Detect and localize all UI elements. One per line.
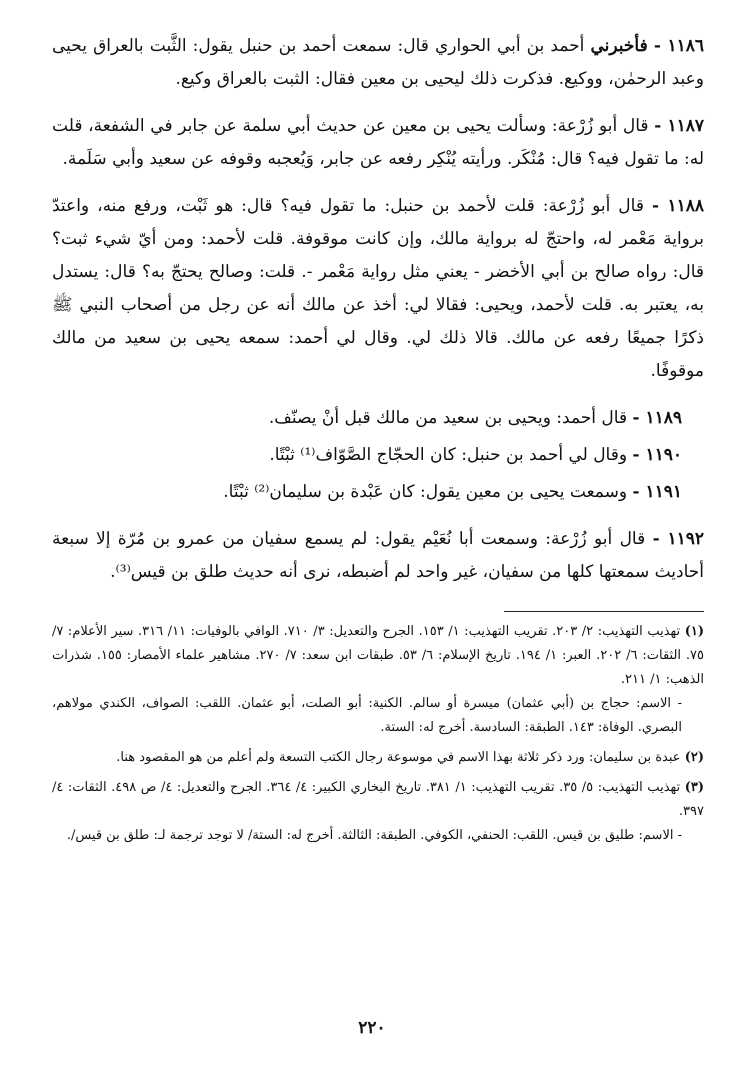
- entry-1186: [52, 30, 704, 96]
- entry-1188: [52, 190, 704, 388]
- entry-number: ١١٨٦ -: [653, 36, 705, 56]
- entry-number: ١١٩١ -: [632, 482, 682, 502]
- entry-text: وقال لي أحمد بن حنبل: كان الحجّاج الصَّوّاف⁽¹⁾ ثبْتًا.: [269, 445, 628, 465]
- footnote-divider: [504, 611, 704, 612]
- entry-lead-word: فأخبرني: [590, 36, 648, 56]
- footnote-mark: (٣): [684, 780, 704, 795]
- entry-number: ١١٩٠ -: [632, 445, 682, 465]
- entry-1189: [52, 402, 704, 435]
- entry-text: قال أحمد: ويحيى بن سعيد من مالك قبل أنْ يصنّف.: [268, 408, 628, 428]
- page-number: ٢٢٠: [358, 1018, 386, 1038]
- footnote-name-info: - الاسم: حجاج بن (أبي عثمان) ميسرة أو سالم. الكنية: أبو الصلت، أبو عثمان. اللقب: الصواف، الكندي مولاهم، البصري. الوفاة: ١٤٣. الطبقة: السادسة. أخرج له: الستة.: [52, 696, 682, 735]
- entry-number: ١١٨٨ -: [651, 196, 704, 216]
- entry-number: ١١٨٩ -: [632, 408, 682, 428]
- entry-text: وسمعت يحيى بن معين يقول: كان عَبْدة بن سليمان⁽²⁾ ثبْتًا.: [223, 482, 628, 502]
- entry-1187: [52, 110, 704, 176]
- entry-1192: [52, 523, 704, 589]
- entry-1191: [52, 476, 704, 509]
- footnote-2: [52, 746, 704, 770]
- entry-text: أحمد بن أبي الحواري قال: سمعت أحمد بن حنبل يقول: الثَّبت بالعراق يحيى وعبد الرحمٰن، ووكيع. فذكرت ذلك ليحيى بن معين فقال: الثبت بالعراق وكيع.: [52, 36, 704, 89]
- main-text: [52, 30, 704, 589]
- entry-text: قال أبو زُرْعة: وسمعت أبا نُعَيْم يقول: لم يسمع سفيان من عمرو بن مُرّة إلا سبعة أحاديث سمعتها كلها من سفيان، غير واحد لم أضبطه، نرى أنه حديث طلق بن قيس⁽³⁾.: [52, 529, 704, 582]
- entry-1190: [52, 439, 704, 472]
- entry-text: قال أبو زُرْعة: قلت لأحمد بن حنبل: ما تقول فيه؟ قال: هو ثَبْت، ورفع منه، واعتدّ برواية مَعْمر له، واحتجّ له برواية مالك، وإن كانت موقوفة. قلت لأحمد: ومن أيّ شيء ثبت؟ قال: رواه صالح بن أبي الأخضر - يعني مثل رواية مَعْمر -. قلت: وصالح يحتجّ به؟ قال: يستدل به، يعتبر به. قلت لأحمد، ويحيى: فقالا لي: أخذ عن مالك أنه عن رجل من أصحاب النبي ﷺ ذكرًا جميعًا رفعه عن مالك. قالا ذلك لي. وقال لي أحمد: سمعه يحيى بن سعيد من مالك موقوفًا.: [52, 196, 704, 381]
- footnote-mark: (١): [684, 624, 705, 639]
- footnotes: [52, 620, 704, 848]
- footnote-main: [52, 746, 704, 770]
- footnote-sources: تهذيب التهذيب: ٢/ ٢٠٣. تقريب التهذيب: ١/ ١٥٣. الجرح والتعديل: ٣/ ٧١٠. الوافي بالوفيات: ١١/ ٣١٦. سير الأعلام: ٧/ ٧٥. الثقات: ٦/ ٢٠٢. العبر: ١/ ١٩٤. تاريخ الإسلام: ٦/ ٥٣. طبقات ابن سعد: ٧/ ٢٧٠. مشاهير علماء الأمصار: ١٥٥. شذرات الذهب: ١/ ٢١١.: [52, 624, 704, 687]
- footnote-main: [52, 776, 704, 824]
- entry-text: قال أبو زُرْعة: وسألت يحيى بن معين عن حديث أبي سلمة عن جابر في الشفعة، قلت له: ما تقول فيه؟ قال: مُنْكَر. ورأيته يُنْكِر رفعه عن جابر، وَيُعجبه وقوفه عن سعيد وأبي سَلَمة.: [52, 116, 704, 169]
- footnote-1: [52, 620, 704, 740]
- entry-number: ١١٩٢ -: [652, 529, 704, 549]
- footnote-main: [52, 620, 704, 692]
- entry-number: ١١٨٧ -: [654, 116, 704, 136]
- footnote-name-info: - الاسم: طليق بن قيس. اللقب: الحنفي، الكوفي. الطبقة: الثالثة. أخرج له: الستة/ لا توجد ترجمة لـ: طلق بن قيس/.: [66, 828, 682, 843]
- footnote-sources: عبدة بن سليمان: ورد ذكر ثلاثة بهذا الاسم في موسوعة رجال الكتب التسعة ولم أعلم من هو المقصود هنا.: [116, 750, 681, 765]
- footnote-3: [52, 776, 704, 848]
- footnote-mark: (٢): [684, 750, 704, 765]
- footnote-sources: تهذيب التهذيب: ٥/ ٣٥. تقريب التهذيب: ١/ ٣٨١. تاريخ البخاري الكبير: ٤/ ٣٦٤. الجرح والتعديل: ٤/ ص ٤٩٨. الثقات: ٤/ ٣٩٧.: [52, 780, 704, 819]
